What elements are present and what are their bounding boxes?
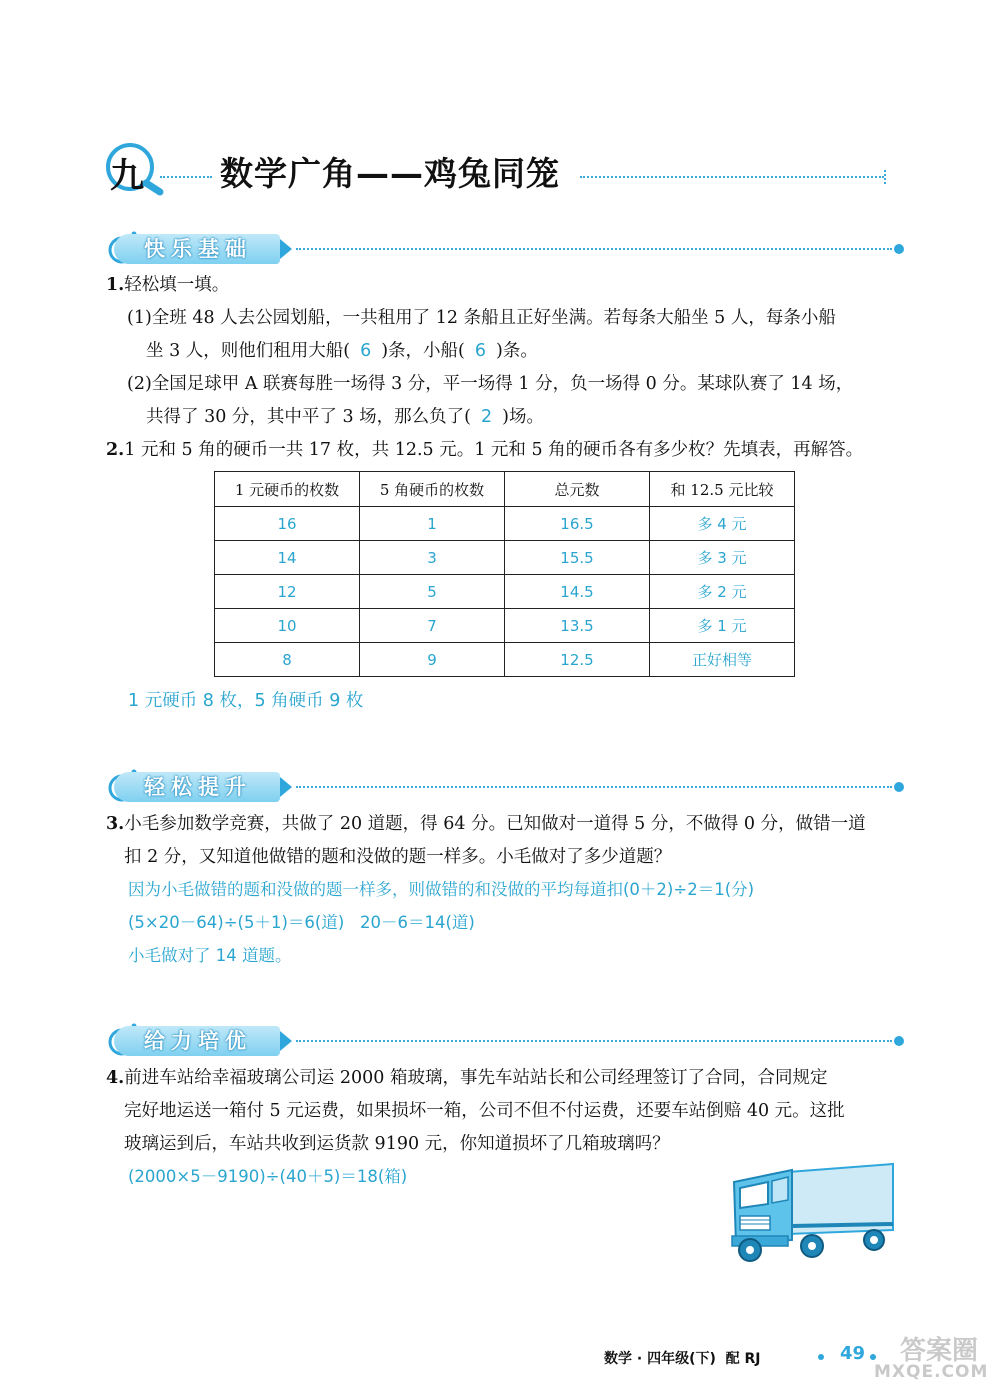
q1-title (106, 268, 229, 302)
q4-line3: 玻璃运到后，车站共收到运货款 9190 元，你知道损坏了几箱玻璃吗？ (124, 1134, 670, 1154)
q3-line1 (106, 807, 866, 841)
q4-line2: 完好地运送一箱付 5 元运费，如果损坏一箱，公司不但不付运费，还要车站倒赔 40 元。这批 (124, 1101, 845, 1121)
chapter-dotline-right (580, 176, 884, 178)
section-arrow (280, 777, 292, 797)
section-dotline (296, 248, 892, 250)
q4-line1 (106, 1061, 827, 1095)
table-header-cell: 1 元硬币的枚数 (215, 472, 360, 507)
table-row (215, 541, 795, 575)
table-cell: 9 (360, 643, 505, 677)
table-cell: 12 (215, 575, 360, 609)
chapter-number: 九 (110, 156, 144, 196)
table-cell: 10 (215, 609, 360, 643)
q1-number: 1. (106, 275, 125, 295)
table-cell: 7 (360, 609, 505, 643)
q3-line2: 扣 2 分，又知道他做错的题和没做的题一样多。小毛做对了多少道题？ (124, 847, 672, 867)
q1-p2-answer: 2 (480, 407, 493, 427)
footer-text: 数学 · 四年级(下) 配 RJ (604, 1351, 761, 1367)
q1-p2-text-a: 共得了 30 分，其中平了 3 场，那么负了( (146, 407, 471, 427)
q3-text1: 小毛参加数学竞赛，共做了 20 道题，得 64 分。已知做对一道得 5 分，不做得 0 分，做错一道 (124, 814, 866, 834)
q3-answer-line1: 因为小毛做错的题和没做的题一样多，则做错的和没做的平均每道扣(0＋2)÷2＝1(分) (128, 880, 755, 899)
table-row (215, 643, 795, 677)
q1-p1-line1: (1)全班 48 人去公园划船，一共租用了 12 条船且正好坐满。若每条大船坐 5 人，每条小船 (127, 308, 836, 328)
watermark-url: MXQE.COM (874, 1362, 989, 1382)
truck-illustration (728, 1160, 900, 1265)
section-arrow (280, 239, 292, 259)
section-header-improve (104, 766, 904, 806)
table-cell: 正好相等 (650, 643, 795, 677)
section-endcap (894, 782, 904, 792)
table-cell: 多 4 元 (650, 507, 795, 541)
q3-answer-line3: 小毛做对了 14 道题。 (128, 946, 292, 965)
q2-question (106, 433, 863, 467)
section-arrow (280, 1031, 292, 1051)
table-cell: 5 (360, 575, 505, 609)
chapter-dotline-end (884, 170, 888, 184)
table-cell: 多 2 元 (650, 575, 795, 609)
q4-answer: (2000×5－9190)÷(40＋5)＝18(箱) (128, 1167, 408, 1186)
table-header-cell: 5 角硬币的枚数 (360, 472, 505, 507)
table-cell: 16 (215, 507, 360, 541)
section-label-advanced: 给力培优 (114, 1026, 280, 1056)
q1-p2-text-b: )场。 (502, 407, 544, 427)
q1-p1-line2 (146, 334, 538, 368)
section-label-basic: 快乐基础 (114, 234, 280, 264)
q2-text: 1 元和 5 角的硬币一共 17 枚，共 12.5 元。1 元和 5 角的硬币各有多少枚？先填表，再解答。 (124, 440, 864, 460)
q1-p1-answer1: 6 (360, 341, 372, 361)
section-dotline (296, 786, 892, 788)
table-cell: 1 (360, 507, 505, 541)
table-row (215, 575, 795, 609)
q2-answer: 1 元硬币 8 枚，5 角硬币 9 枚 (128, 691, 364, 711)
table-cell: 多 1 元 (650, 609, 795, 643)
section-endcap (894, 244, 904, 254)
q1-text: 轻松填一填。 (124, 275, 230, 295)
section-dotline (296, 1040, 892, 1042)
q1-p1-text-a: 坐 3 人，则他们租用大船( (146, 341, 351, 361)
footer-dot (870, 1354, 876, 1360)
table-header-cell: 总元数 (505, 472, 650, 507)
q4-text1: 前进车站给幸福玻璃公司运 2000 箱玻璃，事先车站站长和公司经理签订了合同，合同规定 (124, 1068, 828, 1088)
table-header-row (215, 472, 795, 507)
table-cell: 8 (215, 643, 360, 677)
q2-number: 2. (106, 440, 125, 460)
page-number: 49 (840, 1343, 866, 1364)
section-header-basic (104, 228, 904, 268)
q4-number: 4. (106, 1068, 125, 1088)
q1-p2-line1: (2)全国足球甲 A 联赛每胜一场得 3 分，平一场得 1 分，负一场得 0 分。某球队赛了 14 场， (127, 374, 854, 394)
chapter-dotline-left (160, 176, 212, 178)
watermark-logo: 答案圈 (900, 1336, 979, 1366)
table-cell: 12.5 (505, 643, 650, 677)
table-cell: 13.5 (505, 609, 650, 643)
q1-p2-line2 (146, 400, 544, 434)
table-row (215, 507, 795, 541)
table-header-cell: 和 12.5 元比较 (650, 472, 795, 507)
section-header-advanced (104, 1020, 904, 1060)
chapter-title: 数学广角——鸡兔同笼 (220, 154, 560, 193)
table-cell: 3 (360, 541, 505, 575)
q1-p1-text-c: )条。 (496, 341, 538, 361)
q1-p1-answer2: 6 (474, 341, 487, 361)
section-endcap (894, 1036, 904, 1046)
table-cell: 多 3 元 (650, 541, 795, 575)
q3-answer-line2: (5×20－64)÷(5＋1)＝6(道) 20－6＝14(道) (128, 913, 475, 932)
table-cell: 15.5 (505, 541, 650, 575)
table-cell: 16.5 (505, 507, 650, 541)
footer-dot (818, 1354, 824, 1360)
q3-number: 3. (106, 814, 125, 834)
coin-table (214, 471, 795, 677)
table-cell: 14.5 (505, 575, 650, 609)
table-cell: 14 (215, 541, 360, 575)
table-row (215, 609, 795, 643)
q1-p1-text-b: )条，小船( (381, 341, 465, 361)
section-label-improve: 轻松提升 (114, 772, 280, 802)
